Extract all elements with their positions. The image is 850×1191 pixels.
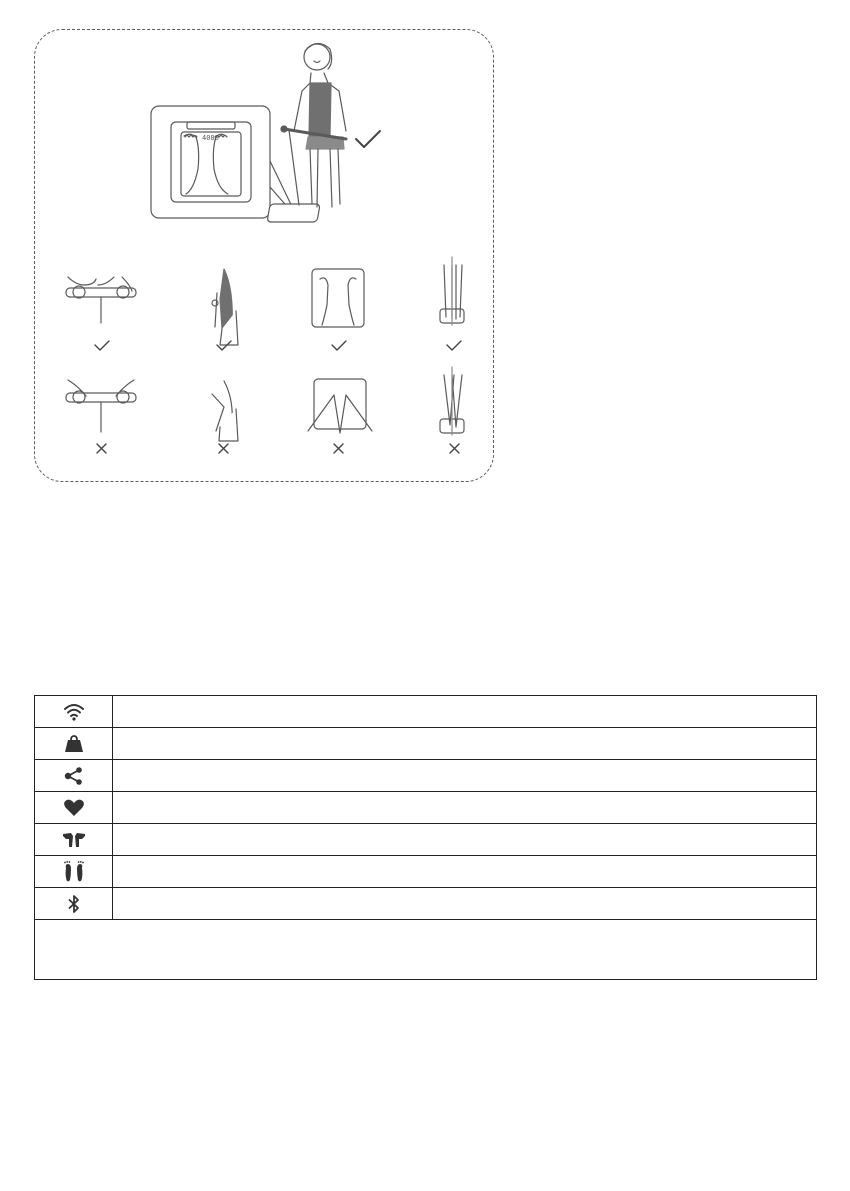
table-footer-note <box>35 920 817 980</box>
example-handle-grip-incorrect <box>66 380 136 432</box>
check-icon <box>447 341 461 350</box>
share-icon <box>64 767 84 785</box>
icon-cell <box>35 856 113 888</box>
icon-cell <box>35 760 113 792</box>
check-icon <box>332 341 346 350</box>
example-leg-stance-incorrect <box>440 367 464 435</box>
table-row <box>35 792 817 824</box>
scale-closeup-callout <box>151 106 298 219</box>
footprints-icon <box>63 861 85 883</box>
icon-cell <box>35 824 113 856</box>
table-row <box>35 696 817 728</box>
check-icon <box>95 341 109 350</box>
icon-cell <box>35 888 113 920</box>
cross-icon <box>97 444 106 453</box>
example-leg-stance-correct <box>440 257 464 325</box>
cross-icon <box>450 444 459 453</box>
icon-cell <box>35 728 113 760</box>
row-description <box>113 888 817 920</box>
example-arm-posture-correct <box>212 269 238 345</box>
icon-cell <box>35 792 113 824</box>
woman-on-scale <box>267 43 346 222</box>
body-shape-icon <box>62 832 86 848</box>
usage-illustration <box>34 29 494 482</box>
row-description <box>113 856 817 888</box>
weight-icon <box>64 735 84 753</box>
row-description <box>113 792 817 824</box>
cross-icon <box>334 444 343 453</box>
icon-legend-table <box>34 695 817 980</box>
scale-display-text: 4080 <box>202 134 219 142</box>
example-feet-on-scale-incorrect <box>308 379 372 433</box>
table-row <box>35 856 817 888</box>
row-description <box>113 696 817 728</box>
cross-icon <box>219 444 228 453</box>
wifi-icon <box>63 703 85 721</box>
row-description <box>113 728 817 760</box>
table-row <box>35 760 817 792</box>
table-row <box>35 824 817 856</box>
table-footer-row <box>35 920 817 980</box>
icon-cell <box>35 696 113 728</box>
row-description <box>113 824 817 856</box>
example-handle-grip-correct <box>66 277 136 323</box>
heart-icon <box>63 799 85 817</box>
example-arm-posture-incorrect <box>212 381 238 441</box>
example-feet-on-scale-correct <box>312 269 364 327</box>
bluetooth-icon <box>67 894 81 914</box>
row-description <box>113 760 817 792</box>
main-check-icon <box>356 131 380 147</box>
table-row <box>35 888 817 920</box>
table-row <box>35 728 817 760</box>
